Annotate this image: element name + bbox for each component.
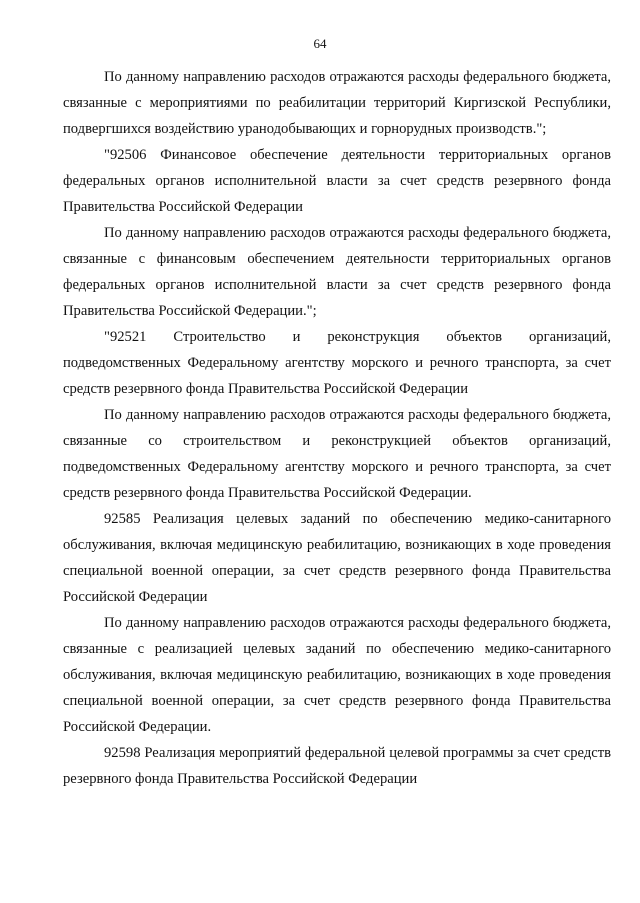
paragraph-92506-description: По данному направлению расходов отражаются расходы федерального бюджета, связанные с финансовым обеспечением деятельности территориальных органов федеральных органов исполнительной власти за счет средств резервного фонда Правительства Российской Федерации."; [63,225,611,319]
paragraph-92585-description: По данному направлению расходов отражаются расходы федерального бюджета, связанные с реализацией целевых заданий по обеспечению медико-санитарного обслуживания, включая медицинскую реабилитацию, возникающих в ходе проведения специальной военной операции, за счет средств резервного фонда Правительства Российской Федерации. [63,615,611,735]
paragraph-92598-heading: 92598 Реализация мероприятий федеральной целевой программы за счет средств резервного фонда Правительства Российской Федерации [63,745,611,787]
document-body [63,64,611,792]
paragraph-92521-heading: "92521 Строительство и реконструкция объектов организаций, подведомственных Федеральному агентству морского и речного транспорта, за счет средств резервного фонда Правительства Российской Федерации [63,329,611,397]
page-number: 64 [313,36,327,51]
paragraph-92585-heading: 92585 Реализация целевых заданий по обеспечению медико-санитарного обслуживания, включая медицинскую реабилитацию, возникающих в ходе проведения специальной военной операции, за счет средств резервного фонда Правительства Российской Федерации [63,511,611,605]
paragraph-92506-heading: "92506 Финансовое обеспечение деятельности территориальных органов федеральных органов исполнительной власти за счет средств резервного фонда Правительства Российской Федерации [63,147,611,215]
paragraph-92521-description: По данному направлению расходов отражаются расходы федерального бюджета, связанные со строительством и реконструкцией объектов организаций, подведомственных Федеральному агентству морского и речного транспорта, за счет средств резервного фонда Правительства Российской Федерации. [63,407,611,501]
paragraph-reabilitation-description: По данному направлению расходов отражаются расходы федерального бюджета, связанные с мероприятиями по реабилитации территорий Киргизской Республики, подвергшихся воздействию уранодобывающих и горнорудных производств."; [63,69,611,137]
